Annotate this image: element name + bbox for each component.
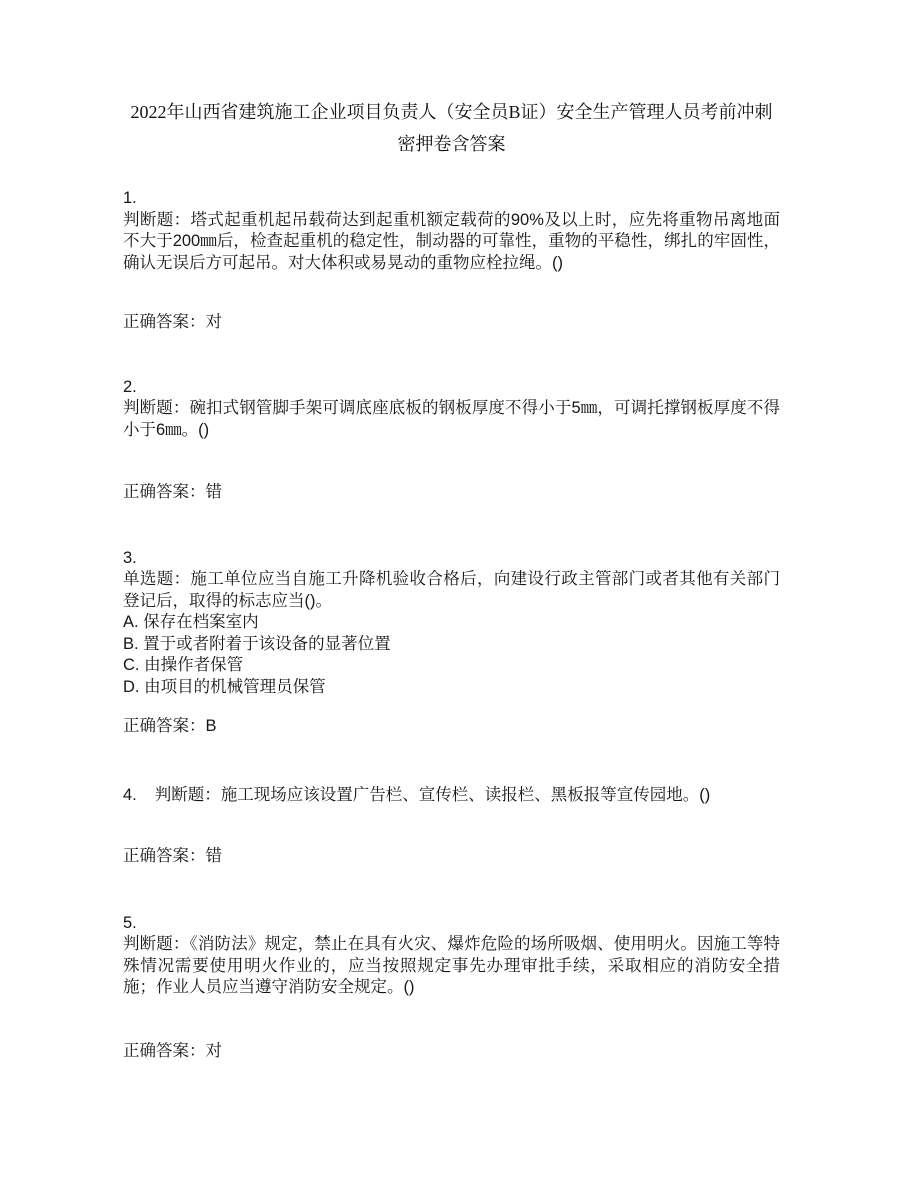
document-title: 2022年山西省建筑施工企业项目负责人（安全员B证）安全生产管理人员考前冲刺密押卷含答案	[130, 102, 773, 154]
question-4-answer: 正确答案：错	[123, 847, 222, 865]
question-3-option-d: D. 由项目的机械管理员保管	[123, 677, 326, 696]
question-block-1	[123, 188, 780, 334]
question-1-text: 判断题：塔式起重机起吊载荷达到起重机额定载荷的90%及以上时，应先将重物吊离地面不大于200㎜后，检查起重机的稳定性，制动器的可靠性，重物的平稳性，绑扎的牢固性，确认无误后方可起吊。对大体积或易晃动的重物应栓拉绳。()	[123, 210, 780, 272]
question-3-option-c: C. 由操作者保管	[123, 656, 244, 674]
question-3-option-b: B. 置于或者附着于该设备的显著位置	[123, 634, 391, 653]
question-block-4	[123, 785, 780, 868]
question-3-options	[123, 612, 780, 698]
question-block-3	[123, 548, 780, 738]
question-3-option-a: A. 保存在档案室内	[123, 613, 259, 631]
question-5-answer: 正确答案：对	[123, 1041, 222, 1060]
question-block-5	[123, 913, 780, 1063]
question-3-text: 单选题：施工单位应当自施工升降机验收合格后，向建设行政主管部门或者其他有关部门登记后，取得的标志应当()。	[123, 570, 780, 610]
question-2-answer: 正确答案：错	[123, 483, 222, 501]
question-4-line	[123, 785, 780, 807]
question-1-answer: 正确答案：对	[123, 313, 222, 331]
question-2-text: 判断题：碗扣式钢管脚手架可调底座底板的钢板厚度不得小于5㎜，可调托撑钢板厚度不得小于6㎜。()	[123, 399, 780, 439]
question-5-text: 判断题：《消防法》规定，禁止在具有火灾、爆炸危险的场所吸烟、使用明火。因施工等特殊情况需要使用明火作业的，应当按照规定事先办理审批手续，采取相应的消防安全措施；作业人员应当遵守消防安全规定。()	[123, 935, 780, 996]
question-5-number: 5.	[123, 913, 137, 932]
question-3-answer: 正确答案：B	[123, 717, 217, 735]
question-1-number: 1.	[123, 189, 137, 207]
question-4-number: 4.	[123, 785, 137, 804]
question-block-2	[123, 377, 780, 504]
question-4-text: 判断题：施工现场应该设置广告栏、宣传栏、读报栏、黑板报等宣传园地。()	[154, 785, 711, 804]
question-2-number: 2.	[123, 377, 137, 396]
question-3-number: 3.	[123, 548, 137, 567]
